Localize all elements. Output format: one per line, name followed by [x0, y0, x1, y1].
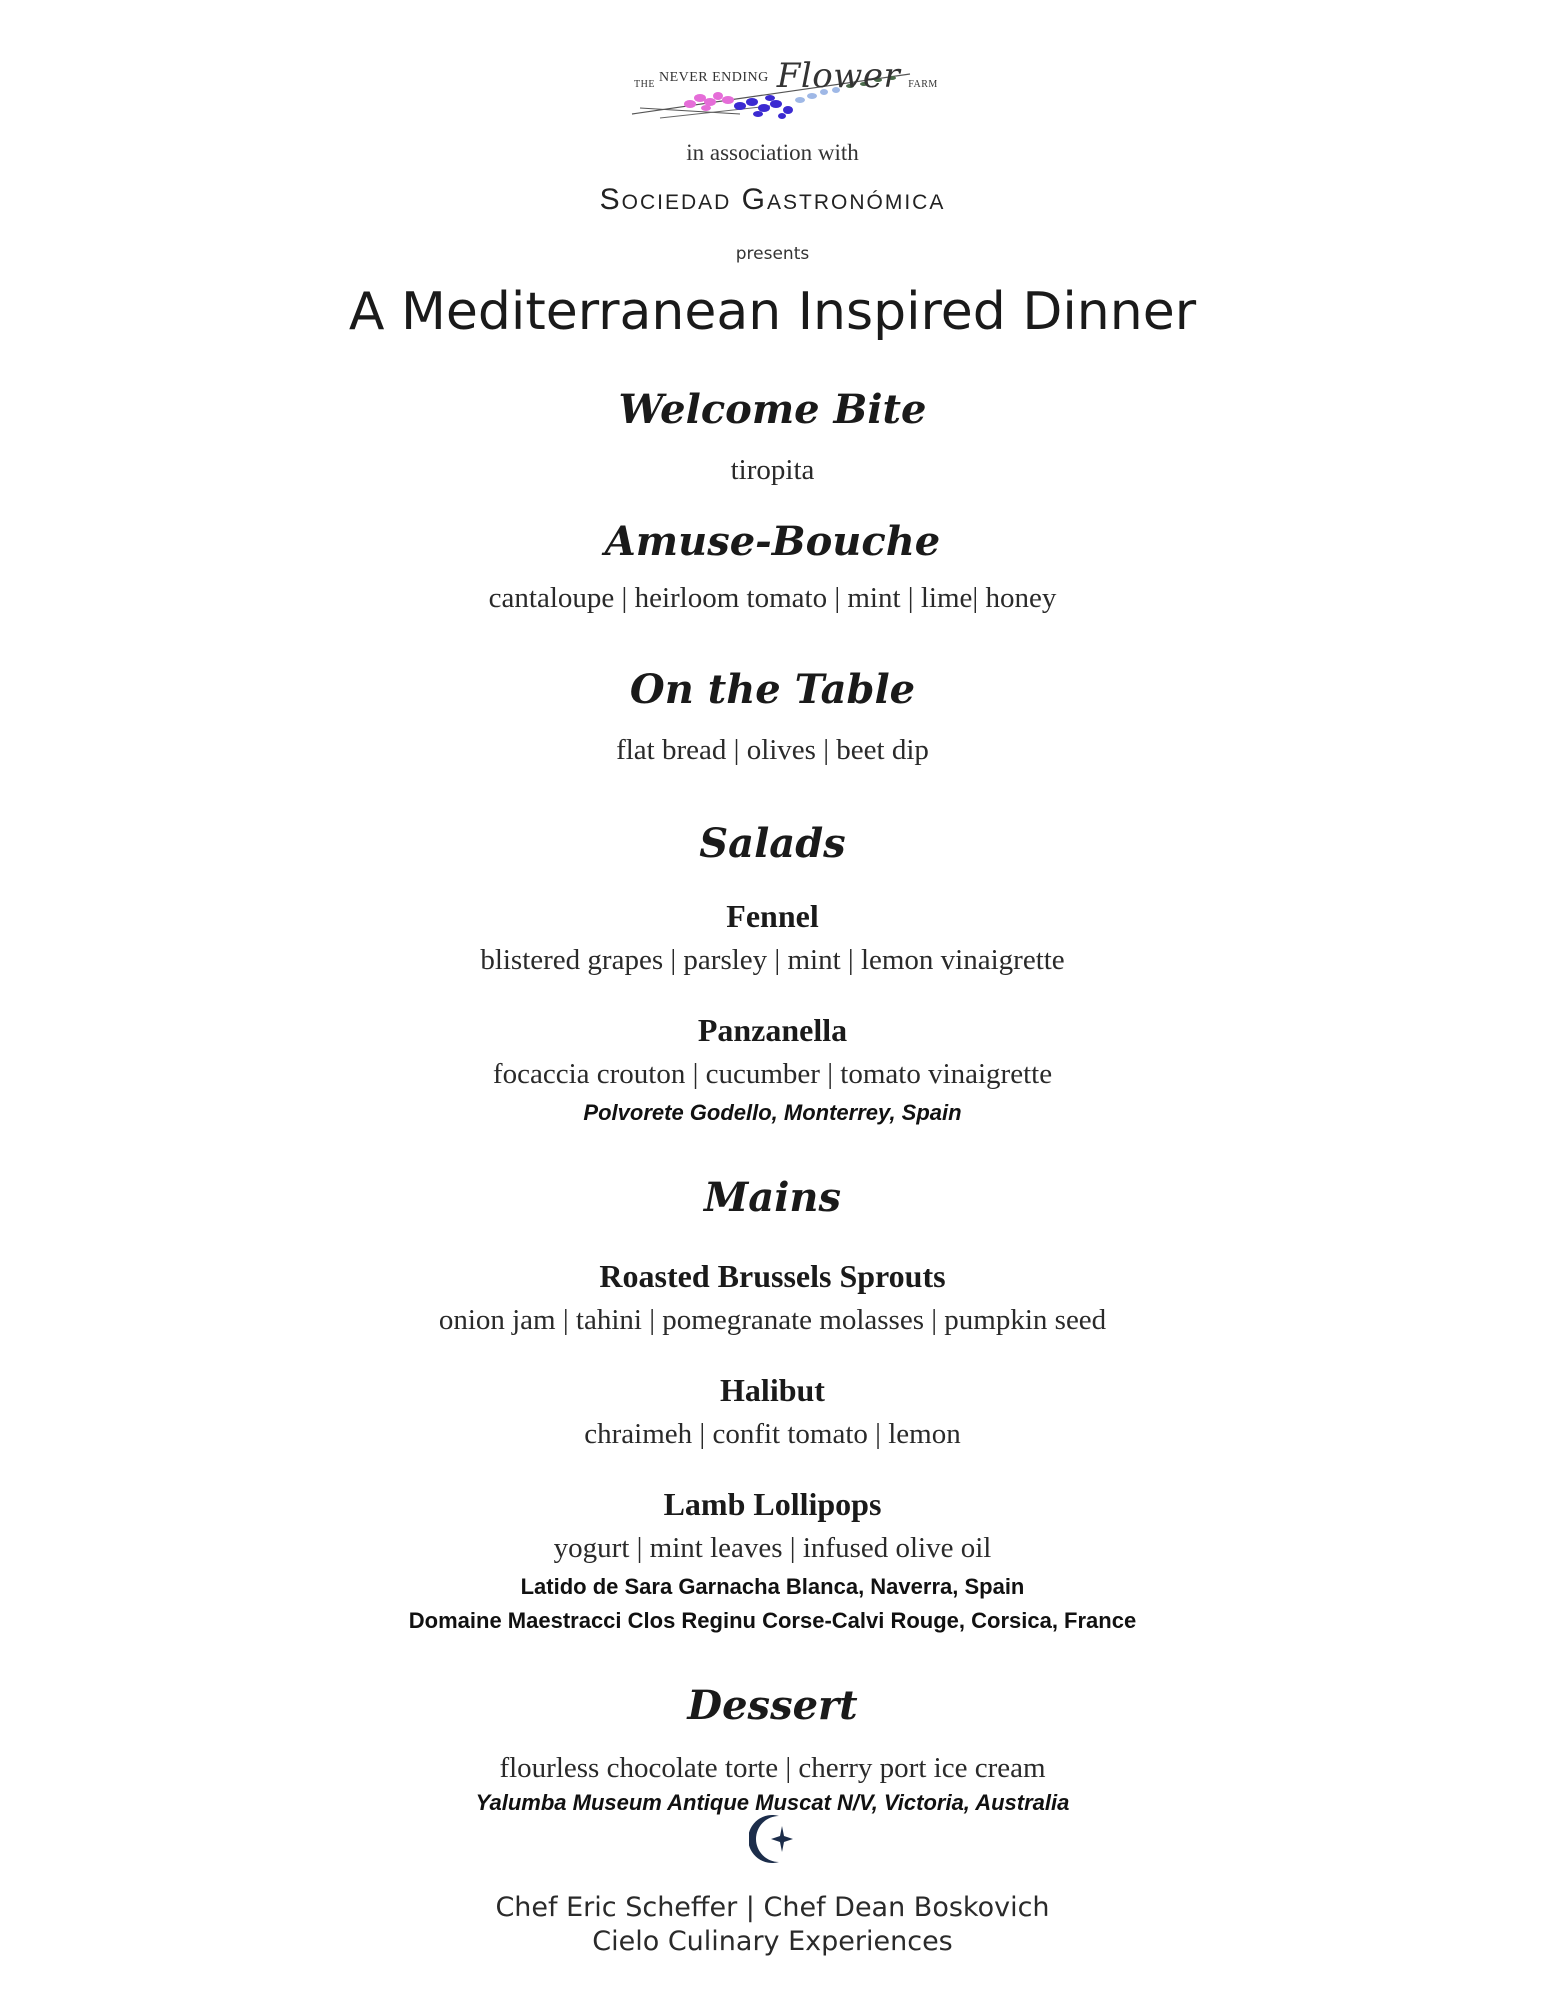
company-name: Cielo Culinary Experiences	[592, 1926, 953, 1957]
wine-pairing: Polvorete Godello, Monterrey, Spain	[583, 1100, 962, 1125]
amuse-desc: cantaloupe | heirloom tomato | mint | lime| honey	[488, 582, 1057, 614]
section-mains-heading: Mains	[704, 1174, 841, 1221]
association-line: in association with	[686, 140, 859, 165]
section-salads-heading: Salads	[699, 820, 846, 867]
dish-name: Panzanella	[697, 1012, 848, 1048]
dish-name: Fennel	[726, 898, 819, 934]
section-welcome-heading: Welcome Bite	[618, 386, 927, 433]
dish-name: Lamb Lollipops	[663, 1486, 882, 1522]
dish-desc: yogurt | mint leaves | infused olive oil	[553, 1532, 992, 1564]
dessert-desc: flourless chocolate torte | cherry port ice cream	[499, 1752, 1046, 1784]
logo-prefix: THE	[634, 79, 655, 90]
society-name: Sociedad Gastronómica	[599, 183, 946, 216]
logo-suffix: FARM	[908, 79, 938, 90]
section-dessert-heading: Dessert	[687, 1682, 858, 1729]
wine-pairing: Yalumba Museum Antique Muscat N/V, Victoria, Australia	[475, 1790, 1070, 1815]
logo-wordmark	[634, 56, 938, 96]
section-amuse-heading: Amuse-Bouche	[604, 518, 941, 565]
chef-names: Chef Eric Scheffer | Chef Dean Boskovich	[495, 1892, 1050, 1923]
dish-desc: blistered grapes | parsley | mint | lemon vinaigrette	[480, 944, 1065, 976]
dish-name: Roasted Brussels Sprouts	[599, 1258, 946, 1294]
dish-desc: focaccia crouton | cucumber | tomato vinaigrette	[492, 1058, 1053, 1090]
section-table-heading: On the Table	[629, 666, 916, 713]
presents-line: presents	[735, 244, 810, 264]
page-title: A Mediterranean Inspired Dinner	[348, 282, 1197, 342]
wine-pairing: Latido de Sara Garnacha Blanca, Naverra, Spain	[520, 1574, 1025, 1599]
table-desc: flat bread | olives | beet dip	[616, 734, 929, 766]
logo-script: Flower	[776, 56, 901, 96]
moon-star-icon	[749, 1812, 797, 1866]
farm-logo	[620, 44, 938, 128]
wine-pairing: Domaine Maestracci Clos Reginu Corse-Calvi Rouge, Corsica, France	[408, 1608, 1137, 1633]
dish-desc: chraimeh | confit tomato | lemon	[584, 1418, 961, 1450]
dish-desc: onion jam | tahini | pomegranate molasses | pumpkin seed	[438, 1304, 1107, 1336]
logo-words: NEVER ENDING	[658, 70, 769, 85]
welcome-desc: tiropita	[730, 454, 815, 486]
dish-name: Halibut	[720, 1372, 825, 1408]
